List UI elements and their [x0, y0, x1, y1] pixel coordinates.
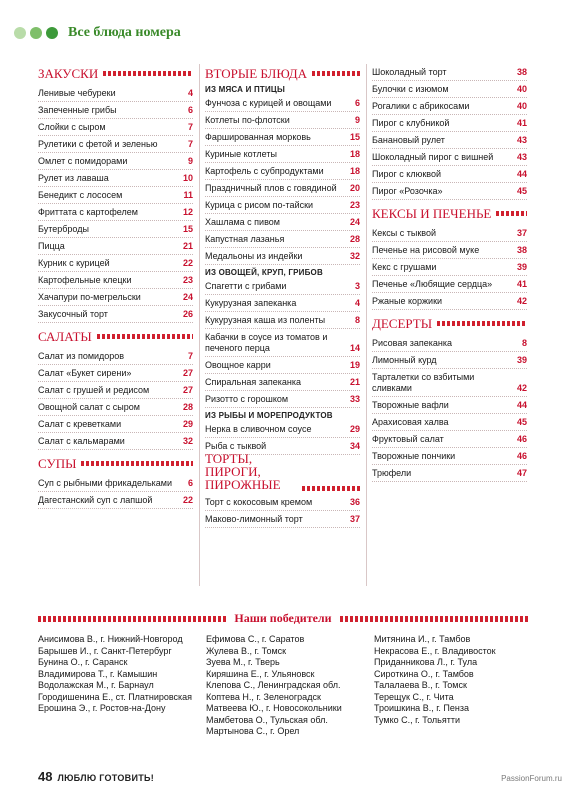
dish-name: Шоколадный пирог с вишней — [372, 151, 494, 162]
page-ref: 7 — [187, 138, 193, 149]
dish-name: Курник с курицей — [38, 257, 110, 268]
menu-item — [38, 221, 193, 238]
page-ref: 23 — [349, 199, 360, 210]
page-ref: 27 — [182, 384, 193, 395]
dish-name: Кекс с грушами — [372, 261, 437, 272]
dish-name: Кукурузная каша из поленты — [205, 314, 326, 325]
decorative-bar — [437, 321, 527, 326]
page-ref: 12 — [182, 206, 193, 217]
dish-name: Медальоны из индейки — [205, 250, 303, 261]
menu-item — [372, 98, 527, 115]
menu-item — [205, 146, 360, 163]
column-divider — [366, 64, 367, 586]
menu-item — [205, 214, 360, 231]
dish-name: Бутерброды — [38, 223, 89, 234]
page-ref: 18 — [349, 165, 360, 176]
menu-item — [372, 64, 527, 81]
winner-entry: Талалаева В., г. Томск — [374, 680, 467, 690]
menu-item — [372, 81, 527, 98]
dish-name: Шоколадный торт — [372, 66, 447, 77]
dish-name: Пирог с клюквой — [372, 168, 441, 179]
dish-name: Арахисовая халва — [372, 416, 449, 427]
page-ref: 6 — [354, 97, 360, 108]
page-ref: 8 — [521, 337, 527, 348]
menu-item — [372, 431, 527, 448]
winner-entry: Коптева Н., г. Зеленоградск — [206, 691, 321, 702]
page-title: Все блюда номера — [68, 25, 181, 40]
page-ref: 23 — [182, 274, 193, 285]
subsection-label: ИЗ РЫБЫ И МОРЕПРОДУКТОВ — [205, 411, 333, 420]
dish-name: Омлет с помидорами — [38, 155, 128, 166]
menu-column-2 — [205, 64, 360, 532]
dish-name: Котлеты по-флотски — [205, 114, 290, 125]
page-ref: 45 — [516, 416, 527, 427]
menu-section — [372, 314, 527, 482]
dish-name: Банановый рулет — [372, 134, 445, 145]
menu-item — [205, 95, 360, 112]
menu-item — [38, 153, 193, 170]
section-header — [372, 204, 527, 222]
winner-entry: Жулева В., г. Томск — [206, 645, 287, 656]
menu-item — [205, 391, 360, 408]
dot-icon — [46, 27, 58, 39]
dish-name: Творожные вафли — [372, 399, 449, 410]
winner-entry: Зуева М., г. Тверь — [206, 657, 280, 667]
winners-column-2 — [206, 634, 366, 738]
dish-name: Булочки с изюмом — [372, 83, 449, 94]
menu-item — [372, 115, 527, 132]
menu-item — [38, 492, 193, 509]
menu-column-3 — [372, 64, 527, 486]
dish-name: Салат «Букет сирени» — [38, 367, 132, 378]
page-ref: 22 — [182, 494, 193, 505]
dish-name: Курица с рисом по-тайски — [205, 199, 314, 210]
section-header — [38, 64, 193, 82]
winners-heading — [38, 611, 528, 626]
decorative-bar — [103, 71, 193, 76]
menu-item — [205, 421, 360, 438]
menu-item — [372, 414, 527, 431]
page-ref: 40 — [516, 83, 527, 94]
page-ref: 26 — [182, 308, 193, 319]
winner-entry: Ефимова С., г. Саратов — [206, 634, 305, 644]
page-ref: 18 — [349, 148, 360, 159]
page-ref: 8 — [354, 314, 360, 325]
section-title: САЛАТЫ — [38, 328, 92, 344]
page-ref: 36 — [349, 496, 360, 507]
dish-name: Печенье на рисовой муке — [372, 244, 480, 255]
decorative-bar — [340, 616, 528, 622]
winner-entry: Терещук С., г. Чита — [374, 691, 454, 702]
subsection-label: ИЗ ОВОЩЕЙ, КРУП, ГРИБОВ — [205, 268, 323, 277]
section-header — [372, 314, 527, 332]
menu-item — [38, 416, 193, 433]
menu-section — [372, 204, 527, 310]
menu-item — [205, 357, 360, 374]
winner-entry: Тумко С., г. Тольятти — [374, 714, 460, 725]
dish-name: Куриные котлеты — [205, 148, 277, 159]
dish-name: Салат с грушей и редисом — [38, 384, 150, 395]
section-title: ТОРТЫ, ПИРОГИ, ПИРОЖНЫЕ — [205, 451, 281, 492]
dish-name: Нерка в сливочном соусе — [205, 423, 312, 434]
winner-entry: Городишенина Е., ст. Платнировская — [38, 691, 193, 702]
page-ref: 28 — [349, 233, 360, 244]
menu-item — [205, 112, 360, 129]
page-ref: 6 — [187, 477, 193, 488]
menu-item — [372, 352, 527, 369]
menu-item — [372, 397, 527, 414]
section-header — [38, 454, 193, 472]
dish-name: Салат из помидоров — [38, 350, 125, 361]
dish-name: Спагетти с грибами — [205, 280, 287, 291]
menu-item — [205, 329, 360, 357]
page-ref: 15 — [182, 223, 193, 234]
dish-name: Кексы с тыквой — [372, 227, 436, 238]
magazine-name: ЛЮБЛЮ ГОТОВИТЬ! — [57, 773, 155, 783]
menu-item — [38, 433, 193, 450]
dish-name: Творожные пончики — [372, 450, 456, 461]
page-ref: 46 — [516, 433, 527, 444]
dish-name: Праздничный плов с говядиной — [205, 182, 337, 193]
header-bar — [14, 22, 181, 44]
menu-section — [372, 64, 527, 200]
menu-item — [38, 102, 193, 119]
menu-item — [372, 242, 527, 259]
page-ref: 39 — [516, 261, 527, 272]
dish-name: Кабачки в соусе из томатов и печеного перца — [205, 331, 328, 353]
page-ref: 32 — [349, 250, 360, 261]
section-title: ЗАКУСКИ — [38, 65, 99, 81]
menu-item — [372, 132, 527, 149]
page-ref: 9 — [187, 155, 193, 166]
menu-section — [38, 327, 193, 450]
page-ref: 40 — [516, 100, 527, 111]
column-divider — [199, 64, 200, 586]
menu-item — [205, 295, 360, 312]
dish-name: Бенедикт с лососем — [38, 189, 123, 200]
dish-name: Фаршированная морковь — [205, 131, 311, 142]
watermark: PassionForum.ru — [501, 774, 562, 783]
page-ref: 19 — [349, 359, 360, 370]
dish-name: Лимонный курд — [372, 354, 437, 365]
winners-title: Наши победители — [234, 611, 332, 625]
dot-icon — [30, 27, 42, 39]
menu-item — [38, 204, 193, 221]
winners-column-3 — [374, 634, 534, 726]
decorative-bar — [496, 211, 527, 216]
dish-name: Овощное карри — [205, 359, 271, 370]
menu-item — [38, 365, 193, 382]
page-ref: 37 — [516, 227, 527, 238]
winner-entry: Водолажская М., г. Барнаул — [38, 680, 154, 690]
menu-item — [205, 494, 360, 511]
page-ref: 21 — [349, 376, 360, 387]
page-ref: 20 — [349, 182, 360, 193]
menu-item — [372, 183, 527, 200]
menu-item — [205, 231, 360, 248]
page-ref: 32 — [182, 435, 193, 446]
page-ref: 46 — [516, 450, 527, 461]
menu-item — [38, 399, 193, 416]
menu-item — [205, 511, 360, 528]
page-ref: 14 — [349, 342, 360, 353]
dish-name: Слойки с сыром — [38, 121, 106, 132]
dish-name: Овощной салат с сыром — [38, 401, 140, 412]
dish-name: Салат с креветками — [38, 418, 122, 429]
page-ref: 41 — [516, 117, 527, 128]
menu-item — [38, 136, 193, 153]
dish-name: Печенье «Любящие сердца» — [372, 278, 493, 289]
dish-name: Тарталетки со взбитыми сливками — [372, 371, 475, 393]
decorative-bar — [312, 71, 360, 76]
menu-item — [372, 276, 527, 293]
winner-entry: Барышев И., г. Санкт-Петербург — [38, 645, 172, 656]
winners-column-1 — [38, 634, 198, 715]
winner-entry: Троишкина В., г. Пенза — [374, 703, 469, 713]
menu-item — [38, 238, 193, 255]
dish-name: Фриттата с картофелем — [38, 206, 138, 217]
menu-item — [372, 335, 527, 352]
menu-item — [38, 119, 193, 136]
menu-item — [372, 149, 527, 166]
page-ref: 21 — [182, 240, 193, 251]
dot-icon — [14, 27, 26, 39]
menu-item — [38, 348, 193, 365]
menu-item — [372, 369, 527, 397]
page-ref: 22 — [182, 257, 193, 268]
dish-name: Салат с кальмарами — [38, 435, 125, 446]
section-header — [38, 327, 193, 345]
dish-name: Пирог «Розочка» — [372, 185, 443, 196]
section-title: СУПЫ — [38, 455, 77, 471]
menu-item — [372, 448, 527, 465]
winner-entry: Киряшина Е., г. Ульяновск — [206, 668, 315, 679]
decorative-bar — [97, 334, 193, 339]
menu-item — [372, 465, 527, 482]
dish-name: Капустная лазанья — [205, 233, 285, 244]
menu-item — [205, 374, 360, 391]
winner-entry: Владимирова Т., г. Камышин — [38, 668, 158, 679]
dish-name: Маково-лимонный торт — [205, 513, 303, 524]
page-ref: 45 — [516, 185, 527, 196]
page-ref: 10 — [182, 172, 193, 183]
menu-item — [38, 187, 193, 204]
page-ref: 27 — [182, 367, 193, 378]
subsection-label: ИЗ МЯСА И ПТИЦЫ — [205, 85, 286, 94]
winner-entry: Приданникова Л., г. Тула — [374, 657, 478, 667]
section-title: КЕКСЫ И ПЕЧЕНЬЕ — [372, 205, 492, 221]
winner-entry: Мамбетова О., Тульская обл. — [206, 714, 328, 725]
page-ref: 4 — [187, 87, 193, 98]
winner-entry: Мартынова С., г. Орел — [206, 726, 300, 736]
page-ref: 43 — [516, 151, 527, 162]
menu-item — [372, 166, 527, 183]
dish-name: Закусочный торт — [38, 308, 108, 319]
dish-name: Торт с кокосовым кремом — [205, 496, 313, 507]
page-ref: 11 — [183, 189, 193, 200]
footer — [38, 769, 154, 784]
page-ref: 37 — [349, 513, 360, 524]
winner-entry: Ерошина Э., г. Ростов-на-Дону — [38, 703, 166, 713]
menu-item — [205, 163, 360, 180]
page-ref: 44 — [516, 399, 527, 410]
menu-item — [38, 306, 193, 323]
menu-item — [38, 289, 193, 306]
menu-item — [38, 255, 193, 272]
page-ref: 41 — [516, 278, 527, 289]
decorative-bar — [81, 461, 193, 466]
dish-name: Хачапури по-мегрельски — [38, 291, 141, 302]
decorative-bar — [302, 486, 360, 491]
menu-item — [372, 259, 527, 276]
winner-entry: Сироткина О., г. Тамбов — [374, 668, 474, 679]
page-ref: 33 — [349, 393, 360, 404]
dish-name: Спиральная запеканка — [205, 376, 301, 387]
page-ref: 4 — [354, 297, 360, 308]
page-ref: 6 — [187, 104, 193, 115]
dish-name: Пирог с клубникой — [372, 117, 450, 128]
dish-name: Хашлама с пивом — [205, 216, 280, 227]
winner-entry: Матвеева Ю., г. Новосокольники — [206, 703, 342, 713]
dish-name: Суп с рыбными фрикадельками — [38, 477, 172, 488]
winner-entry: Бунина О., г. Саранск — [38, 657, 128, 667]
page-ref: 34 — [349, 440, 360, 451]
dish-name: Рогалики с абрикосами — [372, 100, 470, 111]
page-ref: 15 — [349, 131, 360, 142]
page-ref: 39 — [516, 354, 527, 365]
menu-item — [205, 278, 360, 295]
winner-entry: Некрасова Е., г. Владивосток — [374, 645, 496, 656]
menu-item — [38, 475, 193, 492]
menu-section — [205, 64, 360, 455]
dish-name: Рулет из лаваша — [38, 172, 109, 183]
dish-name: Фунчоза с курицей и овощами — [205, 97, 332, 108]
menu-item — [205, 180, 360, 197]
dish-name: Дагестанский суп с лапшой — [38, 494, 153, 505]
dish-name: Трюфели — [372, 467, 412, 478]
dish-name: Пицца — [38, 240, 65, 251]
menu-item — [38, 382, 193, 399]
menu-item — [205, 248, 360, 265]
page-ref: 3 — [354, 280, 360, 291]
menu-item — [38, 85, 193, 102]
dish-name: Фруктовый салат — [372, 433, 444, 444]
dish-name: Картофель с субпродуктами — [205, 165, 324, 176]
winner-entry: Анисимова В., г. Нижний-Новгород — [38, 634, 183, 644]
page-ref: 42 — [516, 382, 527, 393]
page-ref: 24 — [349, 216, 360, 227]
section-title: ВТОРЫЕ БЛЮДА — [205, 65, 308, 81]
menu-item — [205, 129, 360, 146]
section-header — [205, 64, 360, 82]
dish-name: Рисовая запеканка — [372, 337, 452, 348]
page-ref: 47 — [516, 467, 527, 478]
menu-section — [38, 454, 193, 509]
dish-name: Картофельные клецки — [38, 274, 132, 285]
dish-name: Рыба с тыквой — [205, 440, 267, 451]
dish-name: Ленивые чебуреки — [38, 87, 116, 98]
page-ref: 29 — [349, 423, 360, 434]
winner-entry: Клепова С., Ленинградская обл. — [206, 680, 341, 690]
dish-name: Рулетики с фетой и зеленью — [38, 138, 158, 149]
dish-name: Запеченные грибы — [38, 104, 117, 115]
menu-item — [38, 170, 193, 187]
page-ref: 28 — [182, 401, 193, 412]
section-title: ДЕСЕРТЫ — [372, 315, 433, 331]
page-number: 48 — [38, 769, 53, 784]
dish-name: Ризотто с горошком — [205, 393, 289, 404]
page-ref: 9 — [354, 114, 360, 125]
decorative-bar — [38, 616, 226, 622]
menu-column-1 — [38, 64, 193, 513]
dish-name: Ржаные коржики — [372, 295, 443, 306]
page-ref: 29 — [182, 418, 193, 429]
menu-section — [205, 451, 360, 528]
page-ref: 24 — [182, 291, 193, 302]
page-ref: 43 — [516, 134, 527, 145]
dish-name: Кукурузная запеканка — [205, 297, 297, 308]
page-ref: 38 — [516, 244, 527, 255]
page-ref: 42 — [516, 295, 527, 306]
menu-item — [205, 197, 360, 214]
menu-item — [372, 293, 527, 310]
page-ref: 44 — [516, 168, 527, 179]
menu-item — [38, 272, 193, 289]
section-header — [205, 451, 360, 492]
page-ref: 7 — [187, 350, 193, 361]
page-ref: 7 — [187, 121, 193, 132]
menu-item — [372, 225, 527, 242]
page-ref: 38 — [516, 66, 527, 77]
menu-item — [205, 312, 360, 329]
menu-section — [38, 64, 193, 323]
winner-entry: Митянина И., г. Тамбов — [374, 634, 471, 644]
